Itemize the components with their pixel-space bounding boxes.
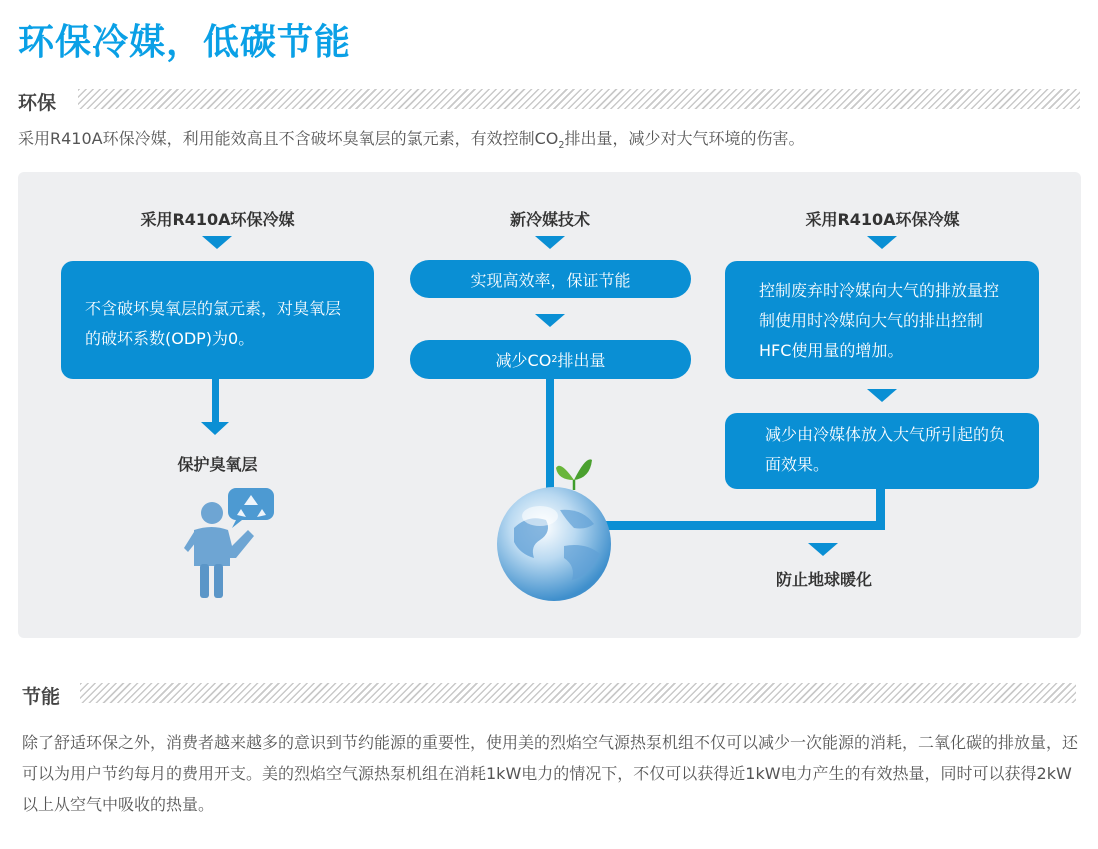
globe-icon xyxy=(497,487,611,601)
section-divider-eco xyxy=(78,89,1080,109)
col2-arrow-down-2 xyxy=(535,314,565,327)
col2-heading: 新冷媒技术 xyxy=(509,210,590,229)
col1-connector xyxy=(212,379,219,423)
col2-box2-before: 减少CO xyxy=(495,351,552,370)
col1-arrow-down xyxy=(202,236,232,249)
section-heading-energy: 节能 xyxy=(22,686,61,708)
col3-result: 防止地球暖化 xyxy=(775,570,872,589)
energy-paragraph: 除了舒适环保之外，消费者越来越多的意识到节约能源的重要性，使用美的烈焰空气源热泵机组不仅可以减少一次能源的消耗，二氧化碳的排放量，还可以为用户节约每月的费用开支。美的烈焰空气源热泵机组在消耗1kW电力的情况下，不仅可以获得近1kW电力产生的有效热量，同时可以获得2kW以上从空气中吸收的热量。 xyxy=(22,733,1079,814)
globe-illustration xyxy=(490,450,620,606)
col3-box-negative-effects: 减少由冷媒体放入大气所引起的负面效果。 xyxy=(725,413,1039,489)
col1-box: 不含破坏臭氧层的氯元素，对臭氧层的破坏系数(ODP)为0。 xyxy=(61,261,374,379)
col1-result: 保护臭氧层 xyxy=(177,455,258,474)
col2-box2-sub: 2 xyxy=(551,354,558,365)
col2-box-co2 xyxy=(410,340,691,379)
col2-arrow-down-1 xyxy=(535,236,565,249)
section-heading-eco: 环保 xyxy=(18,92,57,114)
col1-arrow-end xyxy=(201,422,229,435)
recycle-icon xyxy=(228,488,274,528)
col2-box-efficiency: 实现高效率，保证节能 xyxy=(410,260,691,298)
section-divider-energy xyxy=(80,683,1076,703)
col3-heading: 采用R410A环保冷媒 xyxy=(805,210,960,229)
col3-connector-to-globe xyxy=(606,521,885,530)
eco-intro-after: 排出量，减少对大气环境的伤害。 xyxy=(564,129,805,148)
col1-heading: 采用R410A环保冷媒 xyxy=(140,210,295,229)
eco-intro xyxy=(18,123,1088,161)
eco-intro-before: 采用R410A环保冷媒，利用能效高且不含破坏臭氧层的氯元素，有效控制CO xyxy=(18,129,559,148)
person-illustration xyxy=(178,486,278,602)
eco-intro-sub: 2 xyxy=(558,140,565,152)
col3-arrow-down-1 xyxy=(867,236,897,249)
page-title: 环保冷媒，低碳节能 xyxy=(18,22,352,63)
col3-arrow-down-2 xyxy=(867,389,897,402)
col2-box2-after: 排出量 xyxy=(557,351,606,370)
col3-box-emissions: 控制废弃时冷媒向大气的排放量控制使用时冷媒向大气的排出控制HFC使用量的增加。 xyxy=(725,261,1039,379)
sprout-icon xyxy=(556,459,592,490)
col3-arrow-end xyxy=(808,543,838,556)
